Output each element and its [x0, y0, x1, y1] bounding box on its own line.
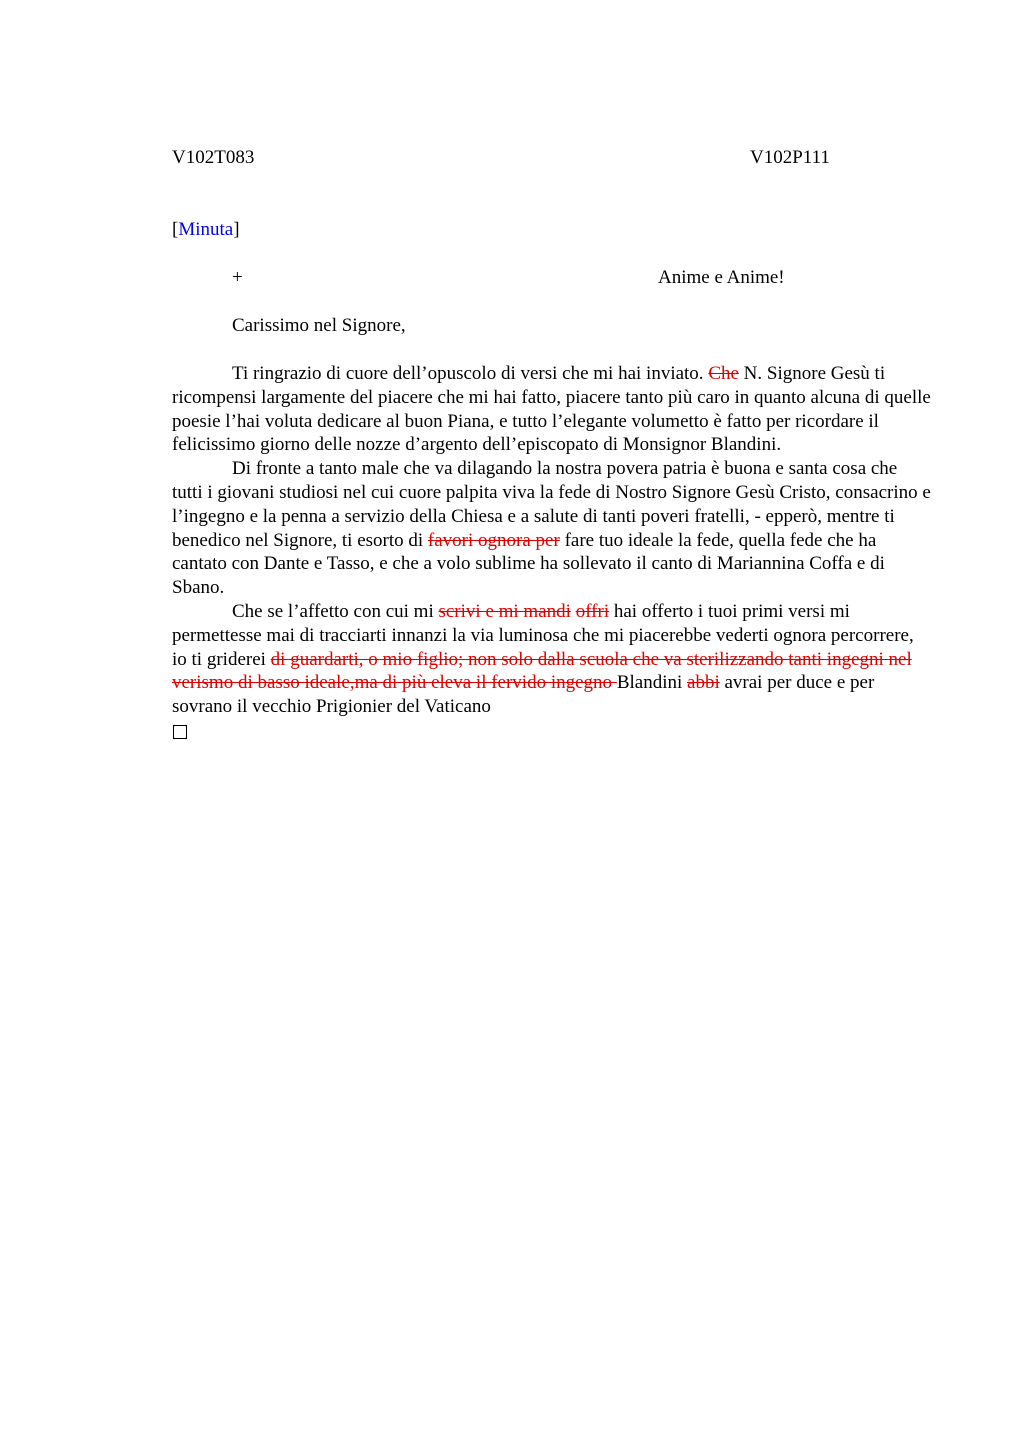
- cross-mark: +: [232, 267, 243, 288]
- paragraph-2: [172, 457, 932, 600]
- document-code-right: V102P111: [750, 147, 830, 168]
- text-run: N. Signore Gesù ti ricompensi largamente del piacere che mi hai fatto, piacere tanto più caro in quanto alcuna di quelle poesie l’hai voluta dedicare al buon Piana, e tutto l’elegante volumetto è fatto per ricordare il felicissimo giorno delle nozze d’argento dell’episcopato di Monsignor Blandini.: [172, 363, 931, 456]
- cross-motto-line: [172, 266, 932, 290]
- document-page: [172, 146, 932, 739]
- deleted-text: offri: [575, 600, 610, 622]
- deleted-text: scrivi e mi mandi: [438, 600, 571, 622]
- text-run: Blandini: [616, 672, 688, 694]
- bracket-close: ]: [233, 219, 240, 240]
- deleted-text: di guardarti, o mio figlio; non solo dalla scuola che va sterilizzando tanti ingegni nel verismo di basso ideale,ma di più eleva il fervido ingegno: [172, 648, 912, 694]
- draft-note: [172, 218, 932, 242]
- text-run: Ti ringrazio di cuore dell’opuscolo di versi che mi hai inviato.: [232, 363, 709, 384]
- deleted-text: favori ognora per: [427, 529, 560, 551]
- bracket-open: [: [172, 219, 179, 240]
- document-code-left: V102T083: [172, 147, 255, 168]
- salutation: Carissimo nel Signore,: [232, 315, 406, 336]
- text-run: Di fronte a tanto male che va dilagando la nostra povera patria è buona e santa cosa che tutti i giovani studiosi nel cui cuore palpita viva la fede di Nostro Signore Gesù Cristo, consacrino e l’ingegno e la penna a servizio della Chiesa e a salute di tanti poveri fratelli, - epperò, mentre ti benedico nel Signore, ti esorto di: [172, 458, 931, 551]
- paragraph-3: [172, 600, 932, 719]
- deleted-text: Che: [708, 363, 739, 384]
- motto: Anime e Anime!: [658, 267, 785, 288]
- empty-box-icon: [173, 725, 187, 739]
- draft-label: Minuta: [178, 219, 234, 240]
- text-run: Che se l’affetto con cui mi: [232, 600, 439, 622]
- header-codes: [172, 146, 932, 170]
- text-run: avrai per duce e per sovrano il vecchio Prigionier del Vaticano: [172, 672, 875, 718]
- text-run: fare tuo ideale la fede, quella fede che ha cantato con Dante e Tasso, e che a volo sublime ha sollevato il canto di Mariannina Coffa e di Sbano.: [172, 529, 885, 599]
- text-run: hai offerto i tuoi primi versi mi permettesse mai di tracciarti innanzi la via luminosa che mi piacerebbe vederti ognora percorrere, io ti griderei: [172, 600, 914, 670]
- paragraph-1: [172, 362, 932, 457]
- deleted-text: abbi: [687, 672, 720, 694]
- letter-body: [172, 362, 932, 739]
